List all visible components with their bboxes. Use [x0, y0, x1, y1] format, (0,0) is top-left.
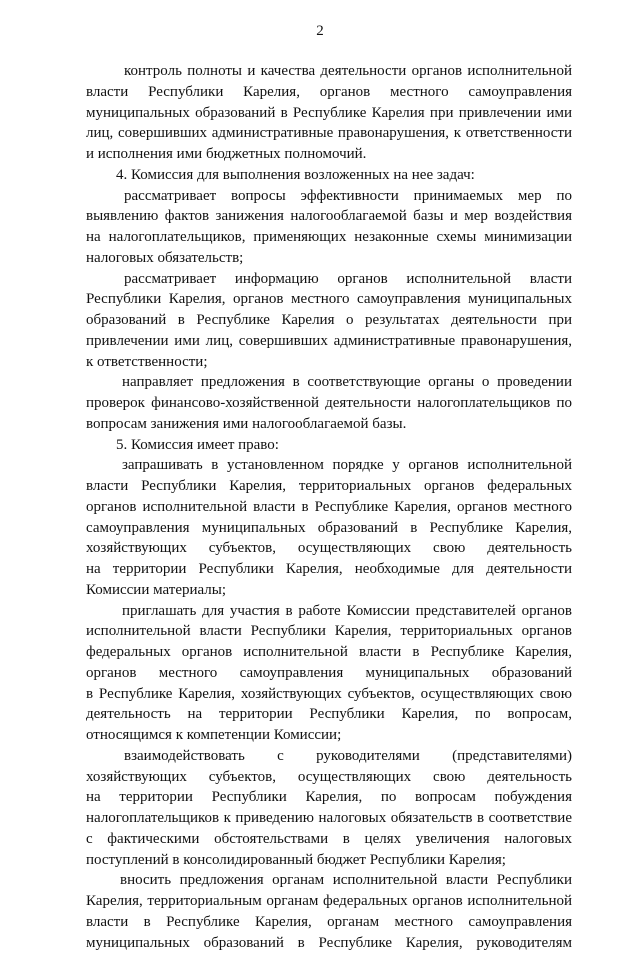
- text-line: 4. Комиссия для выполнения возложенных на нее задач:: [86, 165, 572, 186]
- text-line: рассматривает информацию органов исполнительной власти: [86, 269, 572, 290]
- text-line: исполнительной власти Республики Карелия, территориальных органов: [86, 621, 572, 642]
- text-line: власти Республики Карелия, органов местного самоуправления: [86, 82, 572, 103]
- text-line: к ответственности;: [86, 352, 572, 373]
- text-line: лиц, совершивших административные правонарушения, к ответственности: [86, 123, 572, 144]
- text-line: запрашивать в установленном порядке у органов исполнительной: [86, 455, 572, 476]
- text-line: привлечении ими лиц, совершивших административные правонарушения,: [86, 331, 572, 352]
- text-line: 5. Комиссия имеет право:: [86, 435, 572, 456]
- text-line: в Республике Карелия, хозяйствующих субъектов, осуществляющих свою: [86, 684, 572, 705]
- text-line: и исполнения ими бюджетных полномочий.: [86, 144, 572, 165]
- text-line: самоуправления муниципальных образований в Республике Карелия,: [86, 518, 572, 539]
- text-line: контроль полноты и качества деятельности органов исполнительной: [86, 61, 572, 82]
- text-line: поступлений в консолидированный бюджет Республики Карелия;: [86, 850, 572, 871]
- text-line: муниципальных образований в Республике Карелия, руководителям: [86, 933, 572, 953]
- text-line: вопросам занижения ими налогооблагаемой базы.: [86, 414, 572, 435]
- page-number: 2: [0, 22, 640, 40]
- text-line: власти Республики Карелия, территориальных органов федеральных: [86, 476, 572, 497]
- text-line: хозяйствующих субъектов, осуществляющих свою деятельность: [86, 767, 572, 788]
- text-line: федеральных органов исполнительной власти в Республике Карелия,: [86, 642, 572, 663]
- text-line: Комиссии материалы;: [86, 580, 572, 601]
- text-line: относящимся к компетенции Комиссии;: [86, 725, 572, 746]
- text-line: вносить предложения органам исполнительной власти Республики: [86, 870, 572, 891]
- text-line: взаимодействовать с руководителями (представителями): [86, 746, 572, 767]
- text-line: приглашать для участия в работе Комиссии представителей органов: [86, 601, 572, 622]
- text-line: налогоплательщиков к приведению налоговых обязательств в соответствие: [86, 808, 572, 829]
- text-line: органов местного самоуправления муниципальных образований: [86, 663, 572, 684]
- text-line: Республики Карелия, органов местного самоуправления муниципальных: [86, 289, 572, 310]
- text-line: Карелия, территориальным органам федеральных органов исполнительной: [86, 891, 572, 912]
- text-line: на налогоплательщиков, применяющих незаконные схемы минимизации: [86, 227, 572, 248]
- text-line: проверок финансово-хозяйственной деятельности налогоплательщиков по: [86, 393, 572, 414]
- text-line: на территории Республики Карелия, по вопросам побуждения: [86, 787, 572, 808]
- text-line: образований в Республике Карелия о результатах деятельности при: [86, 310, 572, 331]
- text-line: выявлению фактов занижения налогооблагаемой базы и мер воздействия: [86, 206, 572, 227]
- text-line: рассматривает вопросы эффективности принимаемых мер по: [86, 186, 572, 207]
- text-line: с фактическими обстоятельствами в целях увеличения налоговых: [86, 829, 572, 850]
- text-line: налоговых обязательств;: [86, 248, 572, 269]
- text-line: на территории Республики Карелия, необходимые для деятельности: [86, 559, 572, 580]
- text-line: деятельность на территории Республики Карелия, по вопросам,: [86, 704, 572, 725]
- text-line: власти в Республике Карелия, органам местного самоуправления: [86, 912, 572, 933]
- text-line: хозяйствующих субъектов, осуществляющих свою деятельность: [86, 538, 572, 559]
- document-body: [86, 61, 572, 953]
- text-line: органов исполнительной власти в Республике Карелия, органов местного: [86, 497, 572, 518]
- text-line: направляет предложения в соответствующие органы о проведении: [86, 372, 572, 393]
- text-line: муниципальных образований в Республике Карелия при привлечении ими: [86, 103, 572, 124]
